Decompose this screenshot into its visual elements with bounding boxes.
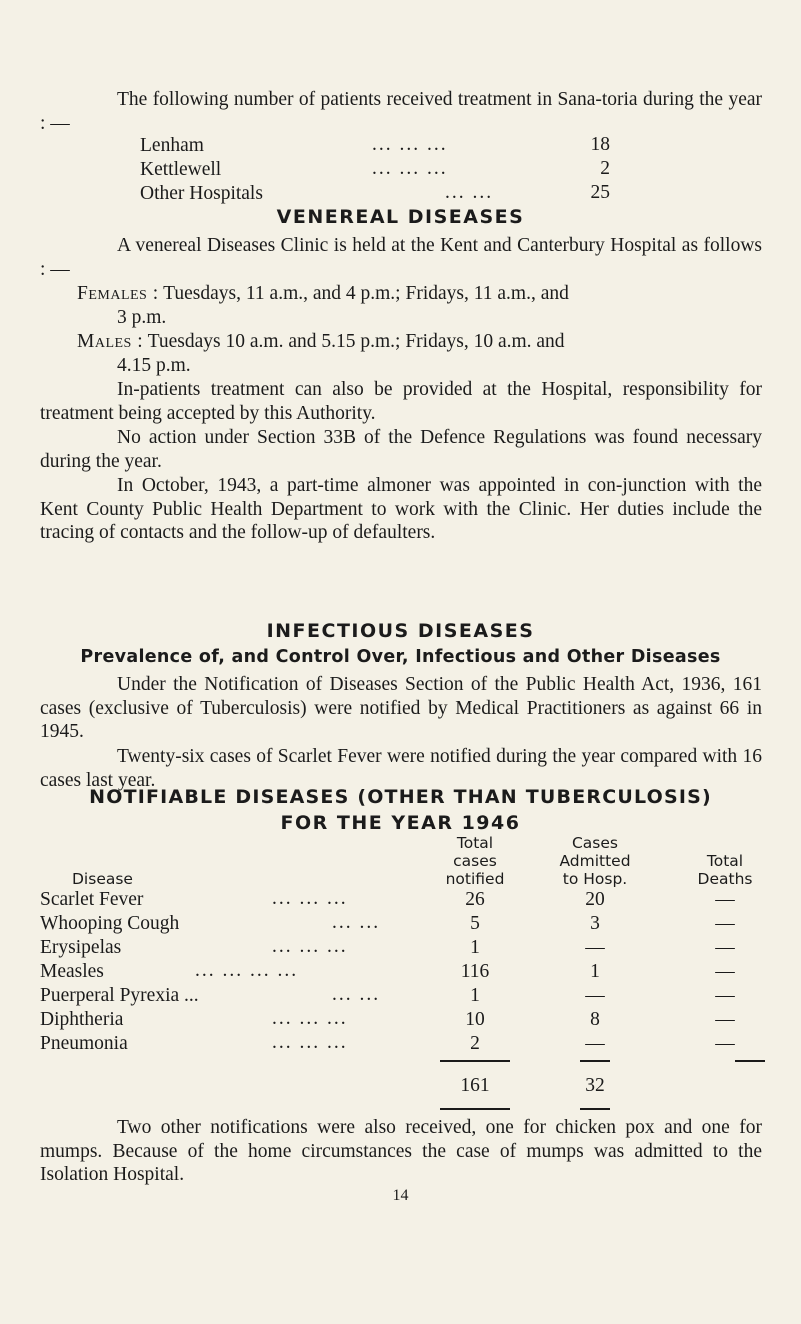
schedule-text: Tuesdays 10 a.m. and 5.15 p.m.; Fridays, 10 a.m. and — [147, 331, 565, 352]
leader-dots: ... ... ... — [272, 888, 348, 909]
sanatorium-name: Kettlewell — [140, 159, 222, 180]
total-rule — [735, 1060, 765, 1062]
disease-name: Scarlet Fever — [40, 889, 144, 910]
header-line: Total — [706, 852, 744, 870]
list-item — [140, 158, 221, 181]
column-header-admitted — [545, 834, 645, 888]
males-schedule — [77, 330, 762, 377]
admitted-cell: — — [585, 937, 605, 958]
paragraph: Twenty-six cases of Scarlet Fever were notified during the year compared with 16 cases last year. — [40, 746, 762, 791]
disease-name: Pneumonia — [40, 1033, 128, 1054]
paragraph: In October, 1943, a part-time almoner was appointed in con-junction with the Kent County Public Health Department to work with the Clinic. Her duties include the tracing of contacts and the follow-up of defaulters. — [40, 475, 762, 543]
admitted-cell: — — [585, 1033, 605, 1054]
header-line: Cases — [571, 834, 618, 852]
total-rule — [440, 1108, 510, 1110]
deaths-cell: — — [715, 1033, 735, 1054]
admitted-cell: 1 — [590, 961, 600, 982]
paragraph: A venereal Diseases Clinic is held at the Kent and Canterbury Hospital as follows : — — [40, 235, 762, 280]
notified-cell: 116 — [460, 961, 490, 982]
notified-cell: 10 — [465, 1009, 485, 1030]
leader-dots: ... ... ... — [372, 158, 448, 179]
leader-dots: ... ... — [445, 182, 494, 203]
leader-dots: ... ... ... — [272, 1032, 348, 1053]
leader-dots: ... ... ... — [372, 134, 448, 155]
deaths-cell: — — [715, 937, 735, 958]
total-admitted: 32 — [585, 1075, 605, 1096]
notified-cell: 5 — [470, 913, 480, 934]
sanatorium-name: Other Hospitals — [140, 183, 263, 204]
header-line: notified — [445, 870, 505, 888]
sanatorium-count: 18 — [590, 134, 610, 155]
disease-name: Puerperal Pyrexia ... — [40, 985, 199, 1006]
section-heading: VENEREAL DISEASES — [276, 206, 525, 228]
page-number: 14 — [392, 1187, 409, 1204]
header-line: Admitted — [559, 852, 631, 870]
sanatorium-count: 25 — [590, 182, 610, 203]
notified-cell: 26 — [465, 889, 485, 910]
paragraph: Two other notifications were also received, one for chicken pox and one for mumps. Because of the home circumstances the case of mumps was admitted to the Isolation Hospital. — [40, 1117, 762, 1185]
deaths-cell: — — [715, 1009, 735, 1030]
leader-dots: ... ... ... ... — [195, 960, 299, 981]
section-heading: INFECTIOUS DISEASES — [266, 620, 535, 642]
column-header-deaths — [685, 852, 765, 888]
notified-cell: 1 — [470, 985, 480, 1006]
total-rule — [580, 1108, 610, 1110]
deaths-cell: — — [715, 913, 735, 934]
paragraph: Under the Notification of Diseases Section of the Public Health Act, 1936, 161 cases (exclusive of Tuberculosis) were notified by Medical Practitioners as against 66 in 1945. — [40, 674, 762, 742]
column-header-notified — [430, 834, 520, 888]
notified-cell: 2 — [470, 1033, 480, 1054]
deaths-cell: — — [715, 985, 735, 1006]
leader-dots: ... ... — [332, 984, 381, 1005]
table-title: NOTIFIABLE DISEASES (OTHER THAN TUBERCULOSIS) — [89, 786, 712, 808]
schedule-text-cont: 3 p.m. — [117, 306, 167, 328]
admitted-cell: 3 — [590, 913, 600, 934]
paragraph: In-patients treatment can also be provided at the Hospital, responsibility for treatment being accepted by this Authority. — [40, 379, 762, 424]
intro-paragraph: The following number of patients received treatment in Sana-toria during the year : — — [40, 89, 762, 134]
leader-dots: ... ... — [332, 912, 381, 933]
schedule-label: Males : — [77, 331, 144, 352]
list-item — [140, 182, 263, 205]
admitted-cell: 8 — [590, 1009, 600, 1030]
admitted-cell: 20 — [585, 889, 605, 910]
header-line: Deaths — [697, 870, 753, 888]
total-notified: 161 — [460, 1075, 490, 1096]
schedule-text: Tuesdays, 11 a.m., and 4 p.m.; Fridays, 11 a.m., and — [163, 283, 569, 304]
schedule-label: Females : — [77, 283, 159, 304]
deaths-cell: — — [715, 961, 735, 982]
schedule-text-cont: 4.15 p.m. — [117, 354, 191, 376]
header-line: Total — [456, 834, 494, 852]
list-item — [140, 134, 204, 157]
section-subheading: Prevalence of, and Control Over, Infectious and Other Diseases — [80, 647, 721, 667]
disease-name: Measles — [40, 961, 104, 982]
leader-dots: ... ... ... — [272, 936, 348, 957]
notified-cell: 1 — [470, 937, 480, 958]
disease-name: Whooping Cough — [40, 913, 180, 934]
sanatorium-name: Lenham — [140, 135, 204, 156]
total-rule — [580, 1060, 610, 1062]
header-line: cases — [453, 852, 497, 870]
females-schedule — [77, 282, 762, 329]
total-rule — [440, 1060, 510, 1062]
column-header-disease: Disease — [72, 870, 133, 888]
header-line: to Hosp. — [562, 870, 628, 888]
admitted-cell: — — [585, 985, 605, 1006]
table-subtitle: FOR THE YEAR 1946 — [280, 812, 521, 834]
paragraph: No action under Section 33B of the Defence Regulations was found necessary during the year. — [40, 427, 762, 472]
disease-name: Erysipelas — [40, 937, 122, 958]
deaths-cell: — — [715, 889, 735, 910]
leader-dots: ... ... ... — [272, 1008, 348, 1029]
sanatorium-count: 2 — [600, 158, 610, 179]
disease-name: Diphtheria — [40, 1009, 124, 1030]
